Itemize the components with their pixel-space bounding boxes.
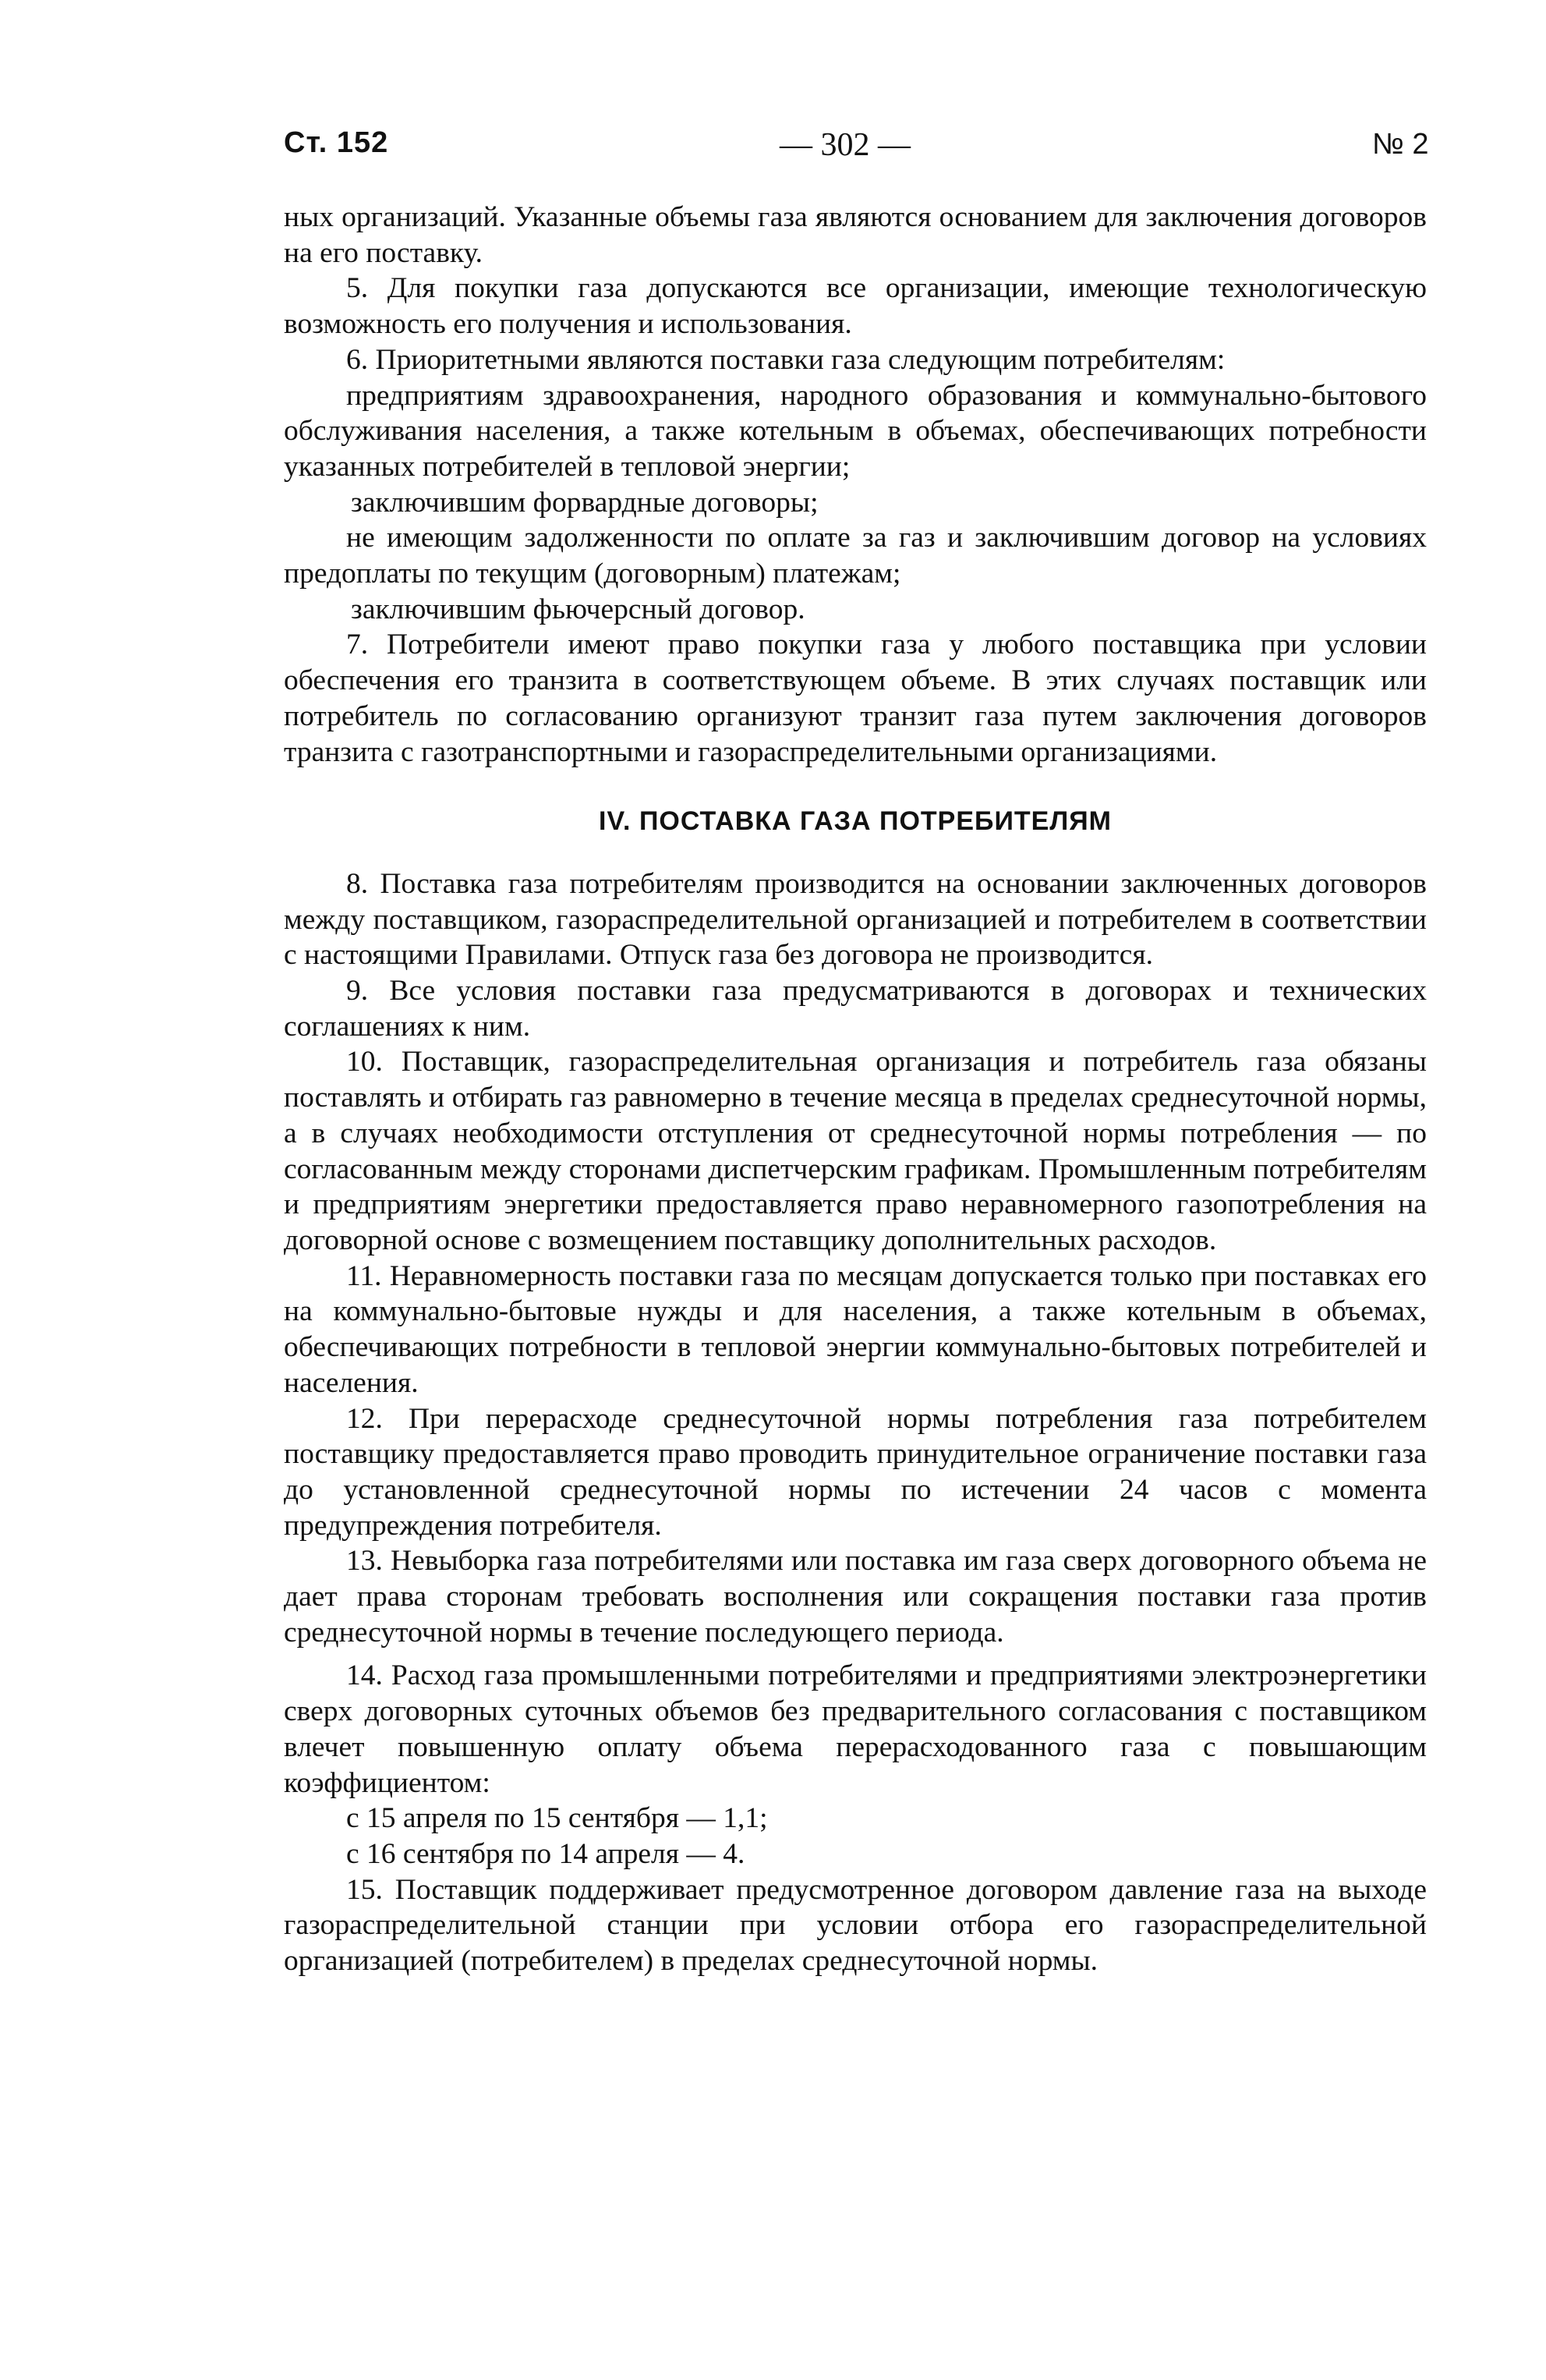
issue-number: № 2 [1372,128,1429,161]
paragraph-6: 6. Приоритетными являются поставки газа следующим потребителям: [346,343,1226,376]
paragraph-10: 10. Поставщик, газораспределительная организация и потребитель газа обязаны поставлять и отбирать газ равномерно в течение месяца в пределах среднесуточной нормы, а в случаях необходимости отступления от среднесуточной нормы потребления — по согласованным между сторонами диспетчерским графикам. Промышленным потребителям и предприятиям энергетики предоставляется право неравномерного газопотребления на договорной основе с возмещением поставщику дополнительных расходов. [284,1046,1427,1256]
paragraph-spacer [284,1650,1427,1658]
section-heading: IV. ПОСТАВКА ГАЗА ПОТРЕБИТЕЛЯМ [599,806,1112,837]
paragraph-11: 11. Неравномерность поставки газа по месяцам допускается только при поставках его на коммунально-бытовые нужды и для населения, а также котельным в объемах, обеспечивающих потребности в тепловой энергии коммунально-бытовых потребителей и населения. [284,1259,1427,1399]
list-item-priority-3: не имеющим задолженности по оплате за газ и заключившим договор на условиях предоплаты по текущим (договорным) платежам; [284,522,1427,590]
paragraph-12: 12. При перерасходе среднесуточной нормы потребления газа потребителем поставщику предоставляется право проводить принудительное ограничение поставки газа до установленной среднесуточной нормы по истечении 24 часов с момента предупреждения потребителя. [284,1402,1427,1542]
document-body [284,200,1427,1979]
paragraph-continuation: ных организаций. Указанные объемы газа являются основанием для заключения договоров на его поставку. [284,201,1427,269]
paragraph-7: 7. Потребители имеют право покупки газа у любого поставщика при условии обеспечения его транзита в соответствующем объеме. В этих случаях поставщик или потребитель по согласованию организуют транзит газа путем заключения договоров транзита с газотранспортными и газораспределительными организациями. [284,629,1427,768]
page-header [0,0,1546,187]
paragraph-15: 15. Поставщик поддерживает предусмотренное договором давление газа на выходе газораспределительной станции при условии отбора его газораспределительной организацией (потребителем) в пределах среднесуточной нормы. [284,1873,1427,1978]
paragraph-8: 8. Поставка газа потребителям производится на основании заключенных договоров между поставщиком, газораспределительной организацией и потребителем в соответствии с настоящими Правилами. Отпуск газа без договора не производится. [284,867,1427,972]
paragraph-13: 13. Невыборка газа потребителями или поставка им газа сверх договорного объема не дает права сторонам требовать восполнения или сокращения поставки газа против среднесуточной нормы в течение последующего периода. [284,1545,1427,1649]
paragraph-9: 9. Все условия поставки газа предусматриваются в договорах и технических соглашениях к ним. [284,975,1427,1043]
article-number: Ст. 152 [284,126,389,159]
list-item-priority-1: предприятиям здравоохранения, народного образования и коммунально-бытового обслуживания населения, а также котельным в объемах, обеспечивающих потребности указанных потребителей в тепловой энергии; [284,379,1427,483]
rate-summer: с 15 апреля по 15 сентября — 1,1; [346,1802,768,1835]
page-number: — 302 — [780,127,911,163]
paragraph-14: 14. Расход газа промышленными потребителями и предприятиями электроэнергетики сверх договорных суточных объемов без предварительного согласования с поставщиком влечет повышенную оплату объема перерасходованного газа с повышающим коэффициентом: [284,1659,1427,1799]
paragraph-5: 5. Для покупки газа допускаются все организации, имеющие технологическую возможность его получения и использования. [284,272,1427,341]
list-item-priority-4: заключившим фьючерсный договор. [351,593,805,625]
list-item-priority-2: заключившим форвардные договоры; [351,486,819,519]
rate-winter: с 16 сентября по 14 апреля — 4. [346,1837,745,1870]
